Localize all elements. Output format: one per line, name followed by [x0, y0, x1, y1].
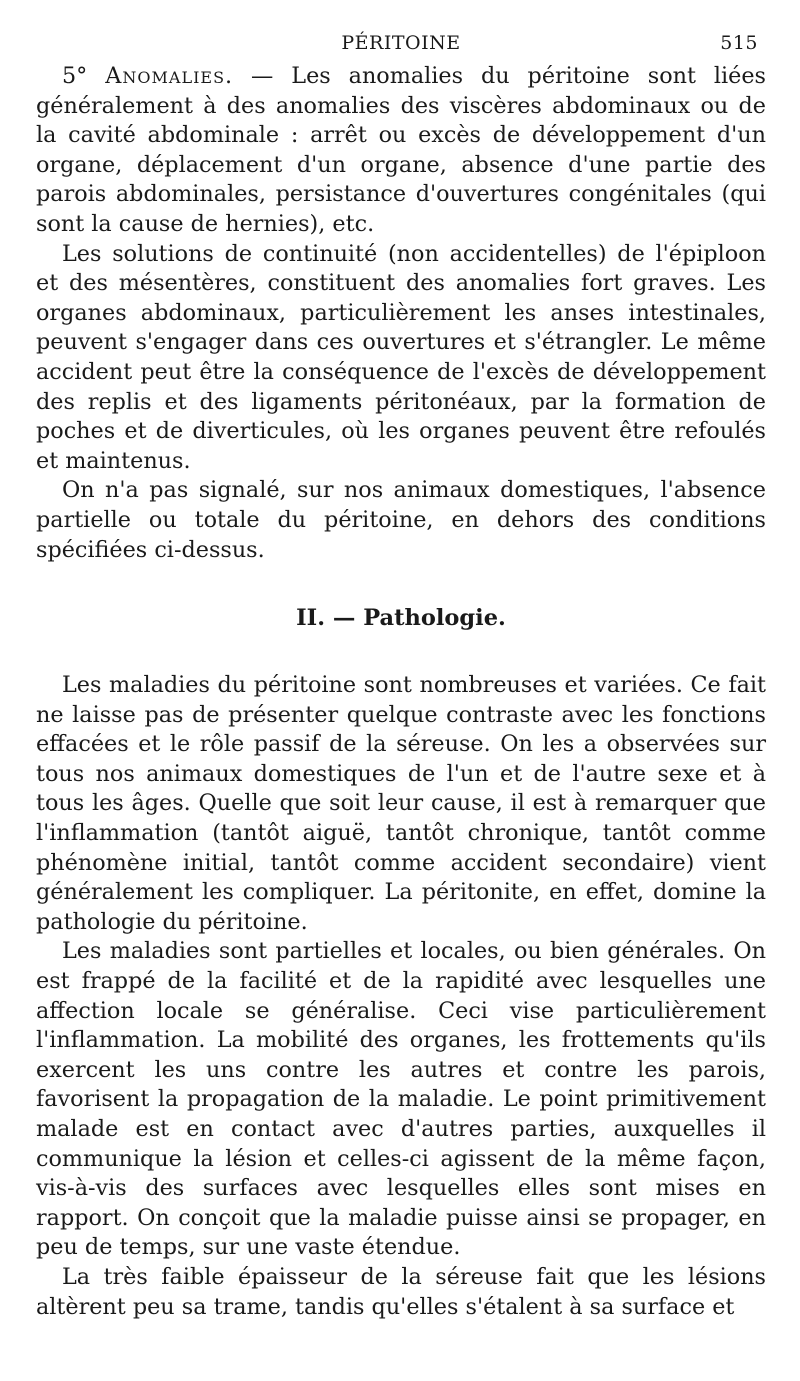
pathologie-paragraph-2: Les maladies sont partielles et locales, ou bien générales. On est frappé de la facilité et de la rapidité avec lesquelles une affection locale se généralise. Ceci vise particulièrement l'inflammation. La mobilité des organes, les frottements qu'ils exercent les uns contre les autres et contre les parois, favorisent la propagation de la maladie. Le point primitivement malade est en contact avec d'autres parties, auxquelles il communique la lésion et celles-ci agissent de la même façon, vis-à-vis des surfaces avec lesquelles elles sont mises en rapport. On conçoit que la maladie puisse ainsi se propager, en peu de temps, sur une vaste étendue. [36, 938, 766, 1261]
anomalies-lead-number: 5° [62, 63, 88, 89]
book-page [36, 28, 766, 1322]
section-heading: II. — Pathologie. [296, 605, 506, 632]
pathologie-paragraph-1: Les maladies du péritoine sont nombreuses et variées. Ce fait ne laisse pas de présenter quelque contraste avec les fonctions effacées et le rôle passif de la séreuse. On les a observées sur tous nos animaux domestiques de l'un et de l'autre sexe et à tous les âges. Quelle que soit leur cause, il est à remarquer que l'inflammation (tantôt aiguë, tantôt chronique, tantôt comme phénomène initial, tantôt comme accident secondaire) vient généralement les compliquer. La péritonite, en effet, domine la pathologie du péritoine. [36, 672, 766, 935]
running-title: PÉRITOINE [341, 32, 461, 54]
anomalies-paragraph-1 [36, 62, 766, 240]
running-header [36, 28, 766, 62]
anomalies-lead-label: Anomalies. [105, 63, 234, 89]
anomalies-paragraph-3: On n'a pas signalé, sur nos animaux domestiques, l'absence partielle ou totale du péritoine, en dehors des conditions spécifiées ci-dessus. [36, 477, 766, 563]
page-number: 515 [720, 32, 758, 54]
anomalies-paragraph-2: Les solutions de continuité (non accidentelles) de l'épiploon et des mésentères, constituent des anomalies fort graves. Les organes abdominaux, particulièrement les anses intestinales, peuvent s'engager dans ces ouvertures et s'étrangler. Le même accident peut être la conséquence de l'excès de développement des replis et des ligaments péritonéaux, par la formation de poches et de diverticules, où les organes peuvent être refoulés et maintenus. [36, 240, 766, 474]
pathologie-paragraph-3: La très faible épaisseur de la séreuse fait que les lésions altèrent peu sa trame, tandis qu'elles s'étalent à sa surface et [36, 1263, 766, 1320]
anomalies-paragraph-1-text: Les anomalies du péritoine sont liées généralement à des anomalies des viscères abdominaux ou de la cavité abdominale : arrêt ou excès de développement d'un organe, déplacement d'un organe, absence d'une partie des parois abdominales, persistance d'ouvertures congénitales (qui sont la cause de hernies), etc. [36, 63, 766, 237]
anomalies-lead-dash: — [233, 63, 292, 89]
